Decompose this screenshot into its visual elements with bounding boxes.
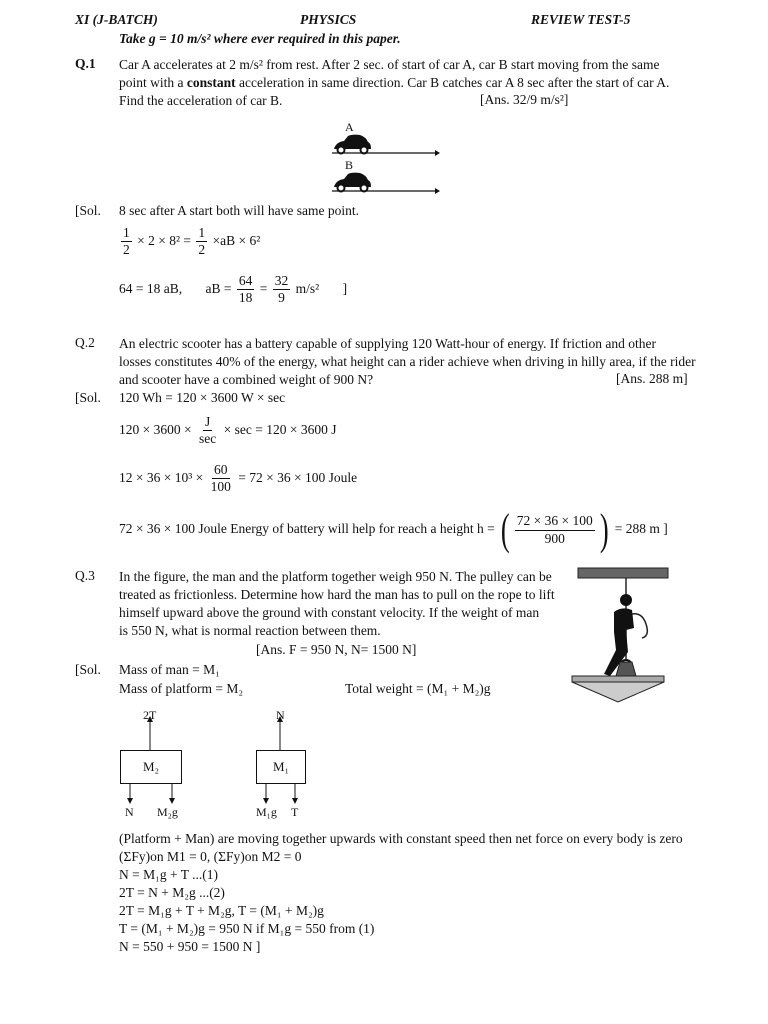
paren-left: ( (501, 505, 510, 554)
q3-sol-line: N = 550 + 950 = 1500 N ] (119, 939, 261, 954)
frac-num: 60 (212, 462, 230, 479)
q1-text (119, 56, 669, 110)
q3-sol-line: (ΣFy)on M1 = 0, (ΣFy)on M2 = 0 (119, 849, 302, 864)
q1-label: Q.1 (75, 56, 96, 71)
frac-den: 18 (238, 290, 253, 306)
frac-num: 64 (237, 273, 255, 290)
fbd-platform-up-label: 2T (143, 708, 157, 722)
q2-eq2-a: 12 × 36 × 10³ × (119, 469, 204, 485)
q3-sol-line: T = (M₁ + M₂)g = 950 N if M₁g = 550 from (1) (119, 921, 375, 936)
q1-eq1 (119, 225, 260, 258)
q3-label: Q.3 (75, 568, 95, 583)
q1-eq2-close: ] (342, 280, 348, 296)
q3-line4: is 550 N, what is normal reaction between them. (119, 623, 381, 638)
q3-text (119, 568, 555, 640)
fbd-man-box: M₁ (256, 750, 306, 784)
q2-sol-label: [Sol. (75, 390, 101, 405)
q2-eq3-a: 72 × 36 × 100 Joule Energy of battery will help for reach a height h = (119, 521, 495, 537)
frac-den: 2 (123, 242, 130, 258)
frac-den: 2 (198, 242, 206, 258)
frac-den: 900 (544, 530, 565, 546)
car-b-figure (330, 171, 440, 195)
fbd-platform-box: M₂ (120, 750, 182, 784)
q1-line2-bold: constant (186, 75, 236, 90)
frac-den: sec (198, 431, 217, 447)
q2-eq1-a: 120 × 3600 × (119, 421, 192, 437)
frac-num: 32 (273, 273, 291, 290)
q1-eq2-b: aB = (205, 280, 232, 296)
frac-num: 72 × 36 × 100 (515, 513, 595, 530)
frac (209, 462, 233, 495)
frac-num: 1 (196, 225, 207, 242)
q2-eq3 (119, 505, 668, 554)
fbd-man-weight-label: M₁g (256, 805, 277, 819)
q3-total-weight: Total weight = (M₁ + M₂)g (345, 681, 491, 696)
man-platform-figure (570, 566, 670, 706)
q3-sol-line2: Mass of platform = M₂ (119, 681, 244, 696)
q3-line1: In the figure, the man and the platform together weigh 950 N. The pulley can be (119, 569, 552, 584)
frac-den: 9 (278, 290, 285, 306)
header-note: Take g = 10 m/s² where ever required in this paper. (119, 31, 401, 46)
q1-eq1-mid: × 2 × 8² = (137, 232, 192, 248)
q2-answer: [Ans. 288 m] (616, 371, 688, 386)
q1-line1: Car A accelerates at 2 m/s² from rest. After 2 sec. of start of car A, car B start moving from the same (119, 57, 660, 72)
header-test: REVIEW TEST-5 (531, 12, 631, 27)
q1-sol-label: [Sol. (75, 203, 101, 218)
fbd-man-t-label: T (291, 805, 299, 819)
q2-line2: losses constitutes 40% of the energy, what height can a rider achieve when driving in hilly area, if the rider (119, 354, 696, 369)
q3-line2: treated as frictionless. Determine how hard the man has to pull on the rope to lift (119, 587, 555, 602)
q2-eq1-b: × sec = 120 × 3600 J (223, 421, 337, 437)
q1-eq2 (119, 273, 347, 306)
q2-eq1 (119, 414, 336, 447)
q1-answer: [Ans. 32/9 m/s²] (480, 92, 569, 107)
frac (273, 273, 291, 306)
q1-line3: Find the acceleration of car B. (119, 93, 283, 108)
q2-eq2-b: = 72 × 36 × 100 Joule (238, 469, 358, 485)
q2-eq3-b: = 288 m ] (614, 521, 668, 537)
frac (196, 225, 207, 258)
q1-line2-b: acceleration in same direction. Car B catches car A 8 sec after the start of car A. (235, 75, 670, 90)
q3-line3: himself upward above the ground with constant velocity. If the weight of man (119, 605, 540, 620)
header-batch: XI (J-BATCH) (75, 12, 158, 27)
q1-line2 (119, 74, 669, 92)
fbd-platform-weight-label: M₂g (157, 805, 178, 819)
q1-eq2-unit: m/s² (295, 280, 320, 296)
frac (515, 513, 595, 546)
q2-line1: An electric scooter has a battery capable of supplying 120 Watt-hour of energy. If friction and other (119, 336, 656, 351)
car-b-label: B (345, 158, 354, 172)
q3-sol-line: N = M₁g + T ...(1) (119, 867, 218, 882)
q3-sol-line1: Mass of man = M₁ (119, 662, 220, 677)
q2-text (119, 335, 696, 389)
q3-sol-line: (Platform + Man) are moving together upwards with constant speed then net force on every body is zero (119, 831, 683, 846)
q3-sol-line: 2T = N + M₂g ...(2) (119, 885, 225, 900)
q2-line3: and scooter have a combined weight of 900 N? (119, 372, 374, 387)
header-subject: PHYSICS (300, 12, 357, 27)
q3-sol-line: 2T = M₁g + T + M₂g, T = (M₁ + M₂)g (119, 903, 324, 918)
fbd-platform-n-label: N (125, 805, 134, 819)
q3-sol-label: [Sol. (75, 662, 101, 677)
frac-num: J (203, 414, 212, 431)
fbd-man-up-label: N (276, 708, 285, 722)
q2-eq2 (119, 462, 357, 495)
q1-eq2-eq: = (259, 280, 268, 296)
frac-den: 100 (210, 479, 231, 495)
frac (121, 225, 132, 258)
paren-right: ) (599, 505, 609, 554)
q3-sol-lines (119, 830, 683, 956)
frac (197, 414, 218, 447)
frac-num: 1 (121, 225, 132, 242)
q1-eq1-end: ×aB × 6² (212, 232, 261, 248)
q3-answer: [Ans. F = 950 N, N= 1500 N] (256, 642, 417, 657)
car-a-label: A (345, 120, 354, 134)
frac (237, 273, 255, 306)
car-a-figure (330, 133, 440, 157)
q1-line2-a: point with a (119, 75, 187, 90)
q1-eq2-a: 64 = 18 aB, (119, 280, 183, 296)
q2-sol-line1: 120 Wh = 120 × 3600 W × sec (119, 390, 286, 405)
q2-label: Q.2 (75, 335, 95, 350)
q1-sol-line1: 8 sec after A start both will have same point. (119, 203, 359, 218)
